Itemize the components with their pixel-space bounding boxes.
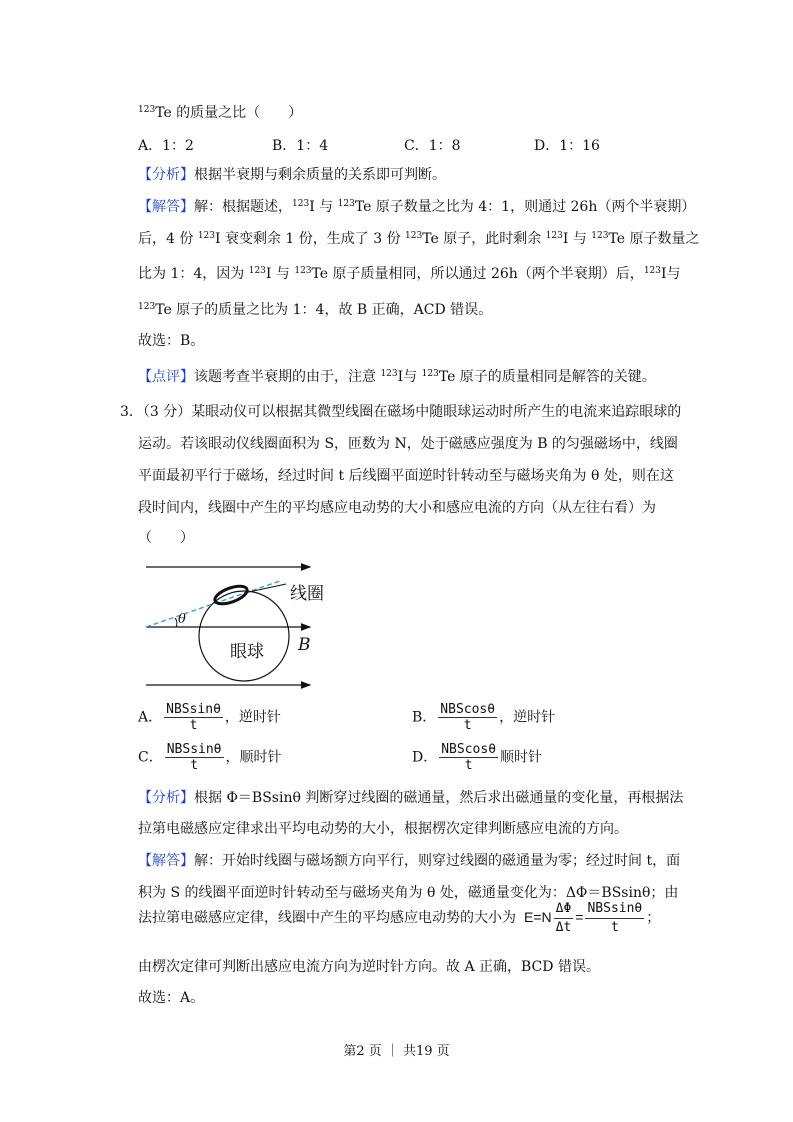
text-run: Te 原子数量之 — [608, 231, 700, 247]
isotope-mass-number: 123 — [248, 266, 266, 276]
text-line — [138, 332, 204, 350]
text-run: 法拉第电磁感应定律，线圈中产生的平均感应电动势的大小为 — [138, 910, 516, 927]
denominator: t — [463, 718, 472, 733]
text-run: （ ） — [138, 530, 194, 546]
numerator: NBSsinθ — [166, 702, 221, 717]
text-run: 拉第电磁感应定律求出平均电动势的大小，根据楞次定律判断感应电流的方向。 — [138, 821, 628, 837]
field-label: B — [298, 635, 311, 655]
fraction — [165, 742, 224, 773]
text-run: 3．（3 分）某眼动仪可以根据其微型线圈在磁场中随眼球运动时所产生的电流来追踪眼球的 — [120, 404, 682, 420]
choice-direction: ，顺时针 — [225, 749, 282, 766]
text-run: 解：根据题述， — [194, 199, 292, 215]
choice-letter: A． — [138, 709, 163, 726]
choice-a — [138, 702, 281, 733]
section-tag: 【分析】 — [138, 167, 194, 183]
text-line — [138, 198, 695, 216]
text-run: 根据 Φ＝BSsinθ 判断穿过线圈的磁通量，然后求出磁通量的变化量，再根据法 — [194, 790, 684, 806]
text-line — [138, 368, 656, 386]
text-run: 运动。若该眼动仪线圈面积为 S，匝数为 N，处于磁感应强度为 B 的匀强磁场中，线圈 — [138, 436, 678, 452]
fraction — [585, 900, 644, 937]
eyeball-coil-diagram — [138, 555, 338, 699]
fraction — [439, 742, 498, 773]
eyeball-label: 眼球 — [230, 642, 264, 662]
text-line — [138, 104, 302, 122]
section-tag: 【解答】 — [138, 199, 194, 215]
text-run: Te 原子的质量之比为 1：4，故 B 正确，ACD 错误。 — [155, 302, 493, 318]
denominator: t — [189, 718, 198, 733]
text-line — [120, 403, 681, 421]
answer-option: A．1：2 — [138, 138, 194, 154]
angle-label: θ — [178, 612, 186, 627]
text-run: 该题考查半衰期的由于，注意 — [194, 369, 381, 385]
text-run: 积为 S 的线圈平面逆时针转动至与磁场夹角为 θ 处，磁通量变化为：ΔΦ＝BSsinθ；由 — [138, 885, 679, 901]
numerator: NBScosθ — [441, 742, 497, 757]
choice-direction: 顺时针 — [500, 749, 543, 766]
text-line — [138, 435, 678, 453]
text-line — [138, 230, 699, 248]
answer-option: D．1：16 — [534, 138, 600, 154]
text-line — [138, 499, 656, 517]
text-line — [138, 265, 681, 283]
equals: = — [575, 909, 584, 926]
isotope-mass-number: 123 — [643, 266, 661, 276]
text-run: Te 原子，此时剩余 — [422, 231, 546, 247]
text-line — [138, 852, 680, 870]
isotope-mass-number: 123 — [380, 369, 398, 379]
choice-letter: D． — [412, 749, 438, 766]
text-run: Te 原子质量相同，所以通过 26h（两个半衰期）后， — [311, 266, 644, 282]
isotope-mass-number: 123 — [405, 231, 423, 241]
emf-line — [138, 900, 660, 937]
fraction — [554, 900, 574, 937]
numerator: NBSsinθ — [585, 900, 644, 919]
fraction — [438, 702, 497, 733]
text-run: Te 的质量之比（ ） — [155, 105, 303, 121]
isotope-mass-number: 123 — [421, 369, 439, 379]
text-run: I 与 — [309, 199, 338, 215]
choice-b — [412, 702, 555, 733]
choice-letter: B． — [412, 709, 437, 726]
isotope-mass-number: 123 — [138, 105, 156, 115]
answer-option: B．1：4 — [272, 138, 329, 154]
text-run: 故选：B。 — [138, 333, 205, 349]
text-run: Te 原子的质量相同是解答的关键。 — [438, 369, 656, 385]
isotope-mass-number: 123 — [545, 231, 563, 241]
text-run: ； — [646, 909, 661, 926]
text-line — [138, 989, 204, 1007]
eyeball-circle — [199, 591, 289, 681]
denominator: t — [464, 758, 473, 773]
denominator: Δt — [555, 920, 572, 935]
text-run: 比为 1：4，因为 — [138, 266, 249, 282]
isotope-mass-number: 123 — [294, 266, 312, 276]
denominator: t — [190, 758, 199, 773]
text-run: 根据半衰期与剩余质量的关系即可判断。 — [194, 167, 446, 183]
text-line — [138, 166, 446, 184]
numerator: ΔΦ — [554, 900, 574, 919]
isotope-mass-number: 123 — [197, 231, 215, 241]
choice-direction: ，逆时针 — [499, 709, 556, 726]
fraction — [164, 702, 223, 733]
text-line — [138, 467, 674, 485]
choice-c — [138, 742, 282, 773]
isotope-mass-number: 123 — [337, 199, 355, 209]
coil-icon — [213, 583, 250, 608]
numerator: NBSsinθ — [166, 742, 222, 757]
section-tag: 【分析】 — [138, 790, 194, 806]
text-run: I 与 — [562, 231, 592, 247]
text-run: I 与 — [265, 266, 295, 282]
section-tag: 【解答】 — [138, 853, 194, 869]
denominator: t — [610, 920, 619, 935]
text-line — [138, 820, 628, 838]
coil-label: 线圈 — [290, 584, 324, 604]
text-line — [138, 529, 194, 547]
text-run: I与 — [397, 369, 422, 385]
page-footer: 第2 页 ｜ 共19 页 — [343, 1044, 450, 1059]
choice-direction: ，逆时针 — [224, 709, 281, 726]
numerator: NBScosθ — [440, 702, 496, 717]
text-line — [138, 301, 492, 319]
text-run: 解：开始时线圈与磁场额方向平行，则穿过线圈的磁通量为零；经过时间 t，面 — [194, 853, 681, 869]
isotope-mass-number: 123 — [591, 231, 609, 241]
text-run: I与 — [661, 266, 681, 282]
answer-option: C．1：8 — [404, 138, 461, 154]
text-line — [138, 789, 683, 807]
text-run: I 衰变剩余 1 份，生成了 3 份 — [215, 231, 406, 247]
isotope-mass-number: 123 — [292, 199, 310, 209]
text-run: 平面最初平行于磁场，经过时间 t 后线圈平面逆时针转动至与磁场夹角为 θ 处，则在这 — [138, 468, 674, 484]
text-run: 后，4 份 — [138, 231, 198, 247]
text-run: 由楞次定律可判断出感应电流方向为逆时针方向。故 A 正确，BCD 错误。 — [138, 959, 600, 975]
text-run: Te 原子数量之比为 4：1，则通过 26h（两个半衰期） — [354, 199, 696, 215]
eq-prefix: E=N — [524, 909, 552, 926]
text-run: 段时间内，线圈中产生的平均感应电动势的大小和感应电流的方向（从左往右看）为 — [138, 500, 656, 516]
section-tag: 【点评】 — [138, 369, 194, 385]
text-line — [138, 958, 600, 976]
text-run: 故选：A。 — [138, 990, 205, 1006]
choice-letter: C． — [138, 749, 163, 766]
choice-d — [412, 742, 542, 773]
isotope-mass-number: 123 — [138, 302, 156, 312]
